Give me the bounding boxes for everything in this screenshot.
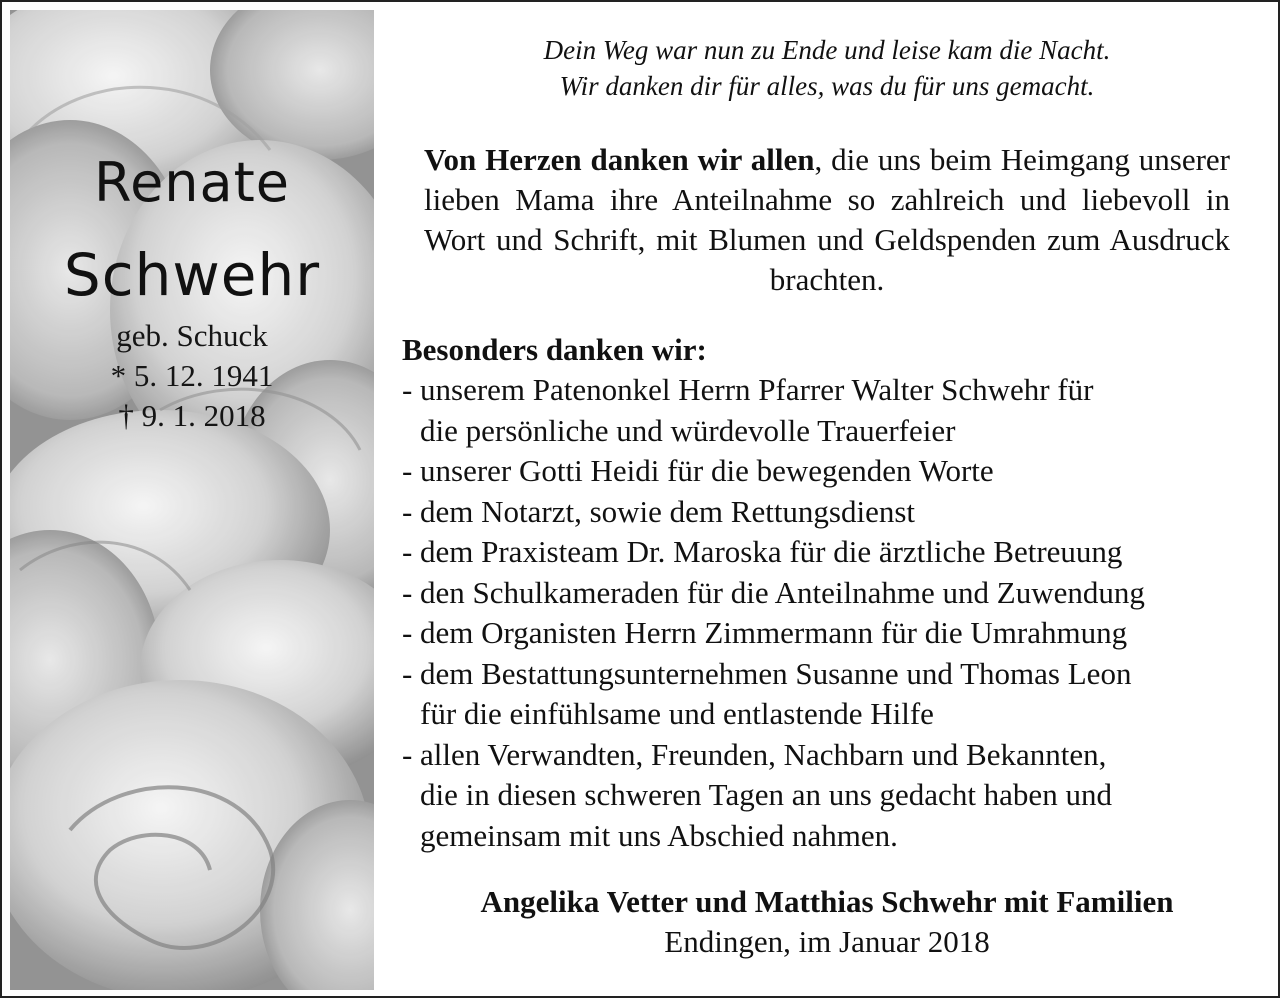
rose-photo	[10, 10, 374, 990]
list-item-line: dem Notarzt, sowie dem Rettungsdienst	[420, 493, 916, 529]
motto-line: Wir danken dir für alles, was du für uns gemacht.	[559, 71, 1095, 101]
birth-name: geb. Schuck	[116, 318, 268, 353]
list-item: - dem Notarzt, sowie dem Rettungsdienst	[402, 492, 1252, 533]
motto	[402, 32, 1252, 104]
intro-paragraph	[424, 140, 1230, 300]
list-item: - dem Praxisteam Dr. Maroska für die ärztliche Betreuung	[402, 532, 1252, 573]
signature	[402, 882, 1252, 962]
list-item-line: unserer Gotti Heidi für die bewegenden Worte	[420, 453, 994, 488]
thanks-heading: Besonders danken wir:	[402, 332, 707, 367]
death-date: † 9. 1. 2018	[118, 398, 266, 433]
list-item: - den Schulkameraden für die Anteilnahme und Zuwendung	[402, 573, 1252, 614]
list-item-line: allen Verwandten, Freunden, Nachbarn und Bekannten,	[420, 736, 1107, 772]
list-item: - allen Verwandten, Freunden, Nachbarn und Bekannten, die in diesen schweren Tagen an uns gedacht haben und gemeinsam mit uns Abschied nahmen.	[402, 735, 1252, 857]
life-dates	[10, 316, 374, 436]
signature-names: Angelika Vetter und Matthias Schwehr mit Familien	[480, 884, 1174, 919]
list-item: - dem Organisten Herrn Zimmermann für die Umrahmung	[402, 613, 1252, 654]
list-item-line: die in diesen schweren Tagen an uns gedacht haben und	[420, 777, 1112, 812]
list-item: - dem Bestattungsunternehmen Susanne und Thomas Leon für die einfühlsame und entlastende Hilfe	[402, 654, 1252, 735]
list-item-line: für die einfühlsame und entlastende Hilfe	[420, 696, 934, 731]
list-item-line: gemeinsam mit uns Abschied nahmen.	[420, 817, 898, 853]
list-item-line: dem Organisten Herrn Zimmermann für die Umrahmung	[420, 615, 1128, 650]
first-name: Renate	[93, 151, 291, 214]
thanks-list	[402, 370, 1252, 856]
birth-date: * 5. 12. 1941	[110, 358, 274, 393]
list-item-line: die persönliche und würdevolle Trauerfeier	[420, 412, 956, 448]
list-item-line: dem Bestattungsunternehmen Susanne und Thomas Leon	[420, 655, 1132, 691]
list-item: - unserem Patenonkel Herrn Pfarrer Walter Schwehr für die persönliche und würdevolle Trauerfeier	[402, 370, 1252, 451]
list-item: - unserer Gotti Heidi für die bewegenden Worte	[402, 451, 1252, 492]
last-name: Schwehr	[63, 241, 321, 309]
list-item-line: unserem Patenonkel Herrn Pfarrer Walter Schwehr für	[420, 372, 1094, 407]
intro-text: , die uns beim Heimgang unserer lieben Mama ihre Anteilnahme so zahlreich und liebevoll in Wort und Schrift, mit Blumen und Geldspenden zum Ausdruck brachten.	[424, 142, 1231, 297]
list-item-line: den Schulkameraden für die Anteilnahme und Zuwendung	[420, 574, 1145, 610]
motto-line: Dein Weg war nun zu Ende und leise kam die Nacht.	[543, 35, 1111, 65]
list-item-line: dem Praxisteam Dr. Maroska für die ärztliche Betreuung	[420, 534, 1123, 569]
place-date: Endingen, im Januar 2018	[664, 924, 990, 959]
intro-bold: Von Herzen danken wir allen	[424, 142, 815, 177]
